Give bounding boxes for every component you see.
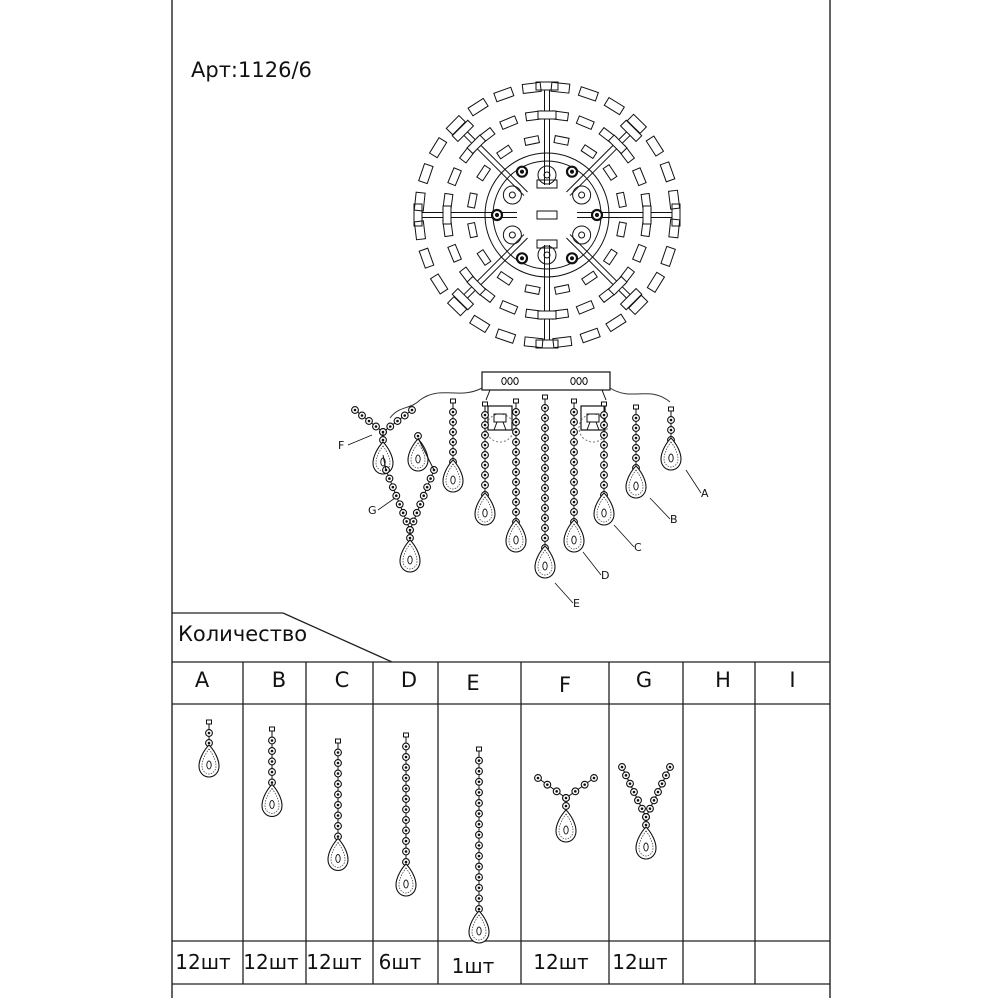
bead-icon <box>542 425 549 432</box>
top-view-plan <box>414 82 680 348</box>
bead-icon <box>571 449 578 456</box>
callout-label-g: G <box>368 504 377 517</box>
bead-icon <box>476 863 483 870</box>
crystal-holder <box>633 244 647 262</box>
bead-icon <box>544 781 551 788</box>
crystal-holder <box>525 285 540 295</box>
bead-icon <box>206 730 213 737</box>
hook-icon <box>602 402 607 406</box>
crystal-holder <box>661 246 675 266</box>
crystal-holder <box>617 192 627 207</box>
bead-icon <box>409 407 416 414</box>
bead-icon <box>659 780 666 787</box>
bead-icon <box>476 778 483 785</box>
hook-icon <box>207 720 212 724</box>
bead-icon <box>513 499 520 506</box>
crystal-holder <box>448 244 462 262</box>
crystal-drop-icon <box>199 745 219 777</box>
bead-icon <box>335 770 342 777</box>
table-pendant <box>396 733 416 896</box>
crystal-holder <box>578 87 598 101</box>
bead-icon <box>335 823 342 830</box>
crystal-holder <box>554 136 569 146</box>
bead-icon <box>403 518 410 525</box>
crystal-holder <box>660 162 675 182</box>
bead-icon <box>396 501 403 508</box>
bead-icon <box>571 429 578 436</box>
bead-icon <box>482 412 489 419</box>
bead-icon <box>513 409 520 416</box>
bead-icon <box>403 796 410 803</box>
table-pendant <box>262 727 282 817</box>
bead-icon <box>450 429 457 436</box>
crystal-drop-icon <box>556 810 576 842</box>
crystal-holder <box>430 138 447 158</box>
bead-icon <box>601 482 608 489</box>
crystal-holder <box>414 192 425 211</box>
crystal-holder <box>633 168 647 186</box>
table-pendant <box>328 739 348 871</box>
count-c: 12шт <box>306 950 362 974</box>
bead-icon <box>450 409 457 416</box>
bead-icon <box>476 853 483 860</box>
table-pendant <box>199 720 219 777</box>
bead-icon <box>571 459 578 466</box>
strand-a-strand <box>661 407 681 470</box>
bead-icon <box>413 509 420 516</box>
column-header-f: F <box>558 673 572 697</box>
bead-icon <box>482 442 489 449</box>
callout-label-f: F <box>338 439 345 452</box>
hook-icon <box>572 399 577 403</box>
crystal-drop-icon <box>400 540 420 572</box>
bead-icon <box>571 499 578 506</box>
bead-icon <box>401 412 408 419</box>
crystal-holder <box>430 274 447 294</box>
crystal-holder <box>419 248 434 268</box>
hook-icon <box>477 747 482 751</box>
quantity-title: Количество <box>178 622 308 646</box>
bead-icon <box>424 484 431 491</box>
strand-b-strand <box>626 405 646 498</box>
bead-icon <box>513 459 520 466</box>
crystal-holder <box>500 116 518 130</box>
crystal-drop-icon <box>636 827 656 859</box>
hook-icon <box>634 405 639 409</box>
crystal-holder <box>669 219 680 238</box>
crystal-holder <box>555 285 570 295</box>
bead-icon <box>542 505 549 512</box>
bead-icon <box>513 489 520 496</box>
column-header-c: C <box>334 668 350 692</box>
bead-icon <box>476 800 483 807</box>
bead-icon <box>269 769 276 776</box>
bead-icon <box>535 775 542 782</box>
bead-icon <box>482 472 489 479</box>
bead-icon <box>513 429 520 436</box>
crystal-holder <box>500 301 518 315</box>
bead-icon <box>553 788 560 795</box>
count-e: 1шт <box>451 954 495 978</box>
bead-icon <box>513 439 520 446</box>
bead-icon <box>571 509 578 516</box>
crystal-drop-icon <box>408 439 428 471</box>
bead-icon <box>335 791 342 798</box>
bead-icon <box>476 842 483 849</box>
crystal-holder <box>470 315 490 332</box>
bead-icon <box>591 775 598 782</box>
crystal-holder <box>603 165 617 181</box>
column-header-g: G <box>635 668 653 692</box>
crystal-drop-icon <box>506 520 526 552</box>
hook-icon <box>336 739 341 743</box>
bead-icon <box>482 452 489 459</box>
bead-icon <box>476 895 483 902</box>
bead-icon <box>633 425 640 432</box>
bead-icon <box>269 748 276 755</box>
bead-icon <box>403 785 410 792</box>
crystal-holder <box>604 98 624 115</box>
crystal-drop-icon <box>564 520 584 552</box>
strand-d-strand <box>535 395 555 578</box>
crystal-holder <box>496 329 516 343</box>
count-g: 12шт <box>612 950 668 974</box>
table-pendant-v <box>619 764 674 859</box>
bead-icon <box>668 427 675 434</box>
bead-icon <box>335 802 342 809</box>
callout-label-c: C <box>634 541 642 554</box>
bead-icon <box>389 484 396 491</box>
hook-icon <box>451 399 456 403</box>
bead-icon <box>623 772 630 779</box>
bead-icon <box>476 810 483 817</box>
bead-icon <box>335 749 342 756</box>
hook-icon <box>543 395 548 399</box>
count-f: 12шт <box>533 950 589 974</box>
bead-icon <box>601 452 608 459</box>
crystal-holder <box>524 337 543 348</box>
crystal-holder <box>468 98 488 115</box>
side-view-elevation <box>338 372 709 610</box>
bead-icon <box>542 535 549 542</box>
bead-icon <box>403 848 410 855</box>
bead-icon <box>651 797 658 804</box>
bead-icon <box>386 475 393 482</box>
crystal-drop-icon <box>328 839 348 871</box>
crystal-holder <box>647 272 664 292</box>
hook-icon <box>514 399 519 403</box>
bead-icon <box>542 515 549 522</box>
bead-icon <box>335 812 342 819</box>
bead-icon <box>571 469 578 476</box>
bead-icon <box>403 775 410 782</box>
bead-icon <box>571 489 578 496</box>
crystal-holder <box>494 87 514 102</box>
crystal-holder <box>468 193 478 208</box>
crystal-holder <box>606 314 626 331</box>
bead-icon <box>476 874 483 881</box>
bead-icon <box>410 518 417 525</box>
crystal-holder <box>581 145 597 159</box>
bead-icon <box>476 757 483 764</box>
hook-icon <box>483 402 488 406</box>
bead-icon <box>542 525 549 532</box>
hook-icon <box>669 407 674 411</box>
bead-icon <box>571 409 578 416</box>
bead-icon <box>513 479 520 486</box>
bead-icon <box>571 419 578 426</box>
bead-icon <box>513 449 520 456</box>
crystal-holder <box>576 301 594 315</box>
bead-icon <box>667 764 674 771</box>
crystal-holder <box>477 250 491 266</box>
crystal-holder <box>477 165 491 181</box>
bead-icon <box>335 781 342 788</box>
bead-icon <box>417 501 424 508</box>
column-header-a: A <box>194 668 210 692</box>
bead-icon <box>542 465 549 472</box>
table-pendant-v <box>535 775 598 842</box>
bead-icon <box>601 472 608 479</box>
bead-icon <box>663 772 670 779</box>
hook-icon <box>404 733 409 737</box>
bead-icon <box>482 432 489 439</box>
crystal-drop-icon <box>262 785 282 817</box>
bead-icon <box>633 445 640 452</box>
column-header-h: H <box>715 668 731 692</box>
crystal-holder <box>604 249 618 265</box>
bead-icon <box>420 492 427 499</box>
column-header-d: D <box>400 668 418 692</box>
crystal-drop-icon <box>469 911 489 943</box>
crystal-drop-icon <box>535 546 555 578</box>
crystal-drop-icon <box>626 466 646 498</box>
bead-icon <box>639 805 646 812</box>
bead-icon <box>627 780 634 787</box>
crystal-holder <box>448 168 462 186</box>
crystal-holder <box>553 337 572 348</box>
bead-icon <box>643 814 650 821</box>
bead-icon <box>542 485 549 492</box>
bead-icon <box>352 407 359 414</box>
callout-label-a: A <box>701 487 709 500</box>
bead-icon <box>647 805 654 812</box>
crystal-holder <box>576 116 594 130</box>
bead-icon <box>476 831 483 838</box>
crystal-holder <box>669 190 680 209</box>
crystal-drop-icon <box>396 864 416 896</box>
bead-icon <box>513 469 520 476</box>
bead-icon <box>601 422 608 429</box>
bead-icon <box>655 789 662 796</box>
bead-icon <box>359 412 366 419</box>
crystal-drop-icon <box>594 493 614 525</box>
column-header-b: B <box>271 668 287 692</box>
crystal-drop-icon <box>475 493 495 525</box>
strand-g <box>383 467 438 572</box>
bead-icon <box>601 462 608 469</box>
bead-icon <box>476 821 483 828</box>
bead-icon <box>387 423 394 430</box>
bead-icon <box>513 509 520 516</box>
crystal-holder <box>497 145 513 159</box>
crystal-holder <box>582 271 598 285</box>
bead-icon <box>403 806 410 813</box>
bead-icon <box>542 455 549 462</box>
bead-icon <box>601 432 608 439</box>
count-d: 6шт <box>378 950 422 974</box>
strand-f <box>352 407 416 474</box>
bead-icon <box>542 405 549 412</box>
bead-icon <box>633 435 640 442</box>
table-pendant <box>469 747 489 943</box>
bead-icon <box>668 417 675 424</box>
column-header-e: E <box>466 671 480 695</box>
bead-icon <box>513 419 520 426</box>
column-header-i: I <box>789 668 796 692</box>
bead-icon <box>403 754 410 761</box>
bead-icon <box>403 743 410 750</box>
bead-icon <box>269 758 276 765</box>
bead-icon <box>476 768 483 775</box>
bead-icon <box>269 737 276 744</box>
callout-label-e: E <box>573 597 580 610</box>
bead-icon <box>403 827 410 834</box>
bead-icon <box>450 449 457 456</box>
crystal-holder <box>497 272 513 286</box>
callout-label-d: D <box>601 569 610 582</box>
bead-icon <box>403 817 410 824</box>
bead-icon <box>476 884 483 891</box>
bead-icon <box>581 781 588 788</box>
bead-icon <box>403 764 410 771</box>
crystal-holder <box>522 82 541 93</box>
strand-strand <box>443 399 463 492</box>
crystal-holder <box>551 82 570 93</box>
crystal-holder <box>580 328 600 343</box>
bead-icon <box>394 418 401 425</box>
bead-icon <box>542 495 549 502</box>
bead-icon <box>366 418 373 425</box>
bead-icon <box>571 439 578 446</box>
bead-icon <box>601 412 608 419</box>
bead-icon <box>542 435 549 442</box>
crystal-holder <box>419 164 433 184</box>
crystal-holder <box>414 221 425 240</box>
bead-icon <box>335 760 342 767</box>
bead-icon <box>601 442 608 449</box>
crystal-holder <box>617 222 627 237</box>
bead-icon <box>450 419 457 426</box>
bead-icon <box>450 439 457 446</box>
bead-icon <box>571 479 578 486</box>
bead-icon <box>427 475 434 482</box>
bead-icon <box>635 797 642 804</box>
bead-icon <box>542 415 549 422</box>
bead-icon <box>542 445 549 452</box>
bead-icon <box>572 788 579 795</box>
hook-icon <box>270 727 275 731</box>
bead-icon <box>373 423 380 430</box>
bead-icon <box>393 492 400 499</box>
callout-label-b: B <box>670 513 678 526</box>
count-a: 12шт <box>175 950 231 974</box>
crystal-drop-icon <box>661 438 681 470</box>
crystal-holder <box>468 223 478 238</box>
bead-icon <box>403 838 410 845</box>
count-b: 12шт <box>243 950 299 974</box>
bead-icon <box>563 795 570 802</box>
bead-icon <box>631 789 638 796</box>
crystal-holder <box>524 136 539 146</box>
bead-icon <box>563 803 570 810</box>
bead-icon <box>482 462 489 469</box>
crystal-drop-icon <box>443 460 463 492</box>
bead-icon <box>476 789 483 796</box>
bead-icon <box>482 482 489 489</box>
bead-icon <box>400 509 407 516</box>
table-pendant-illustrations <box>199 720 673 943</box>
bead-icon <box>633 455 640 462</box>
bead-icon <box>619 764 626 771</box>
crystal-holder <box>646 136 663 156</box>
bead-icon <box>633 415 640 422</box>
bead-icon <box>482 422 489 429</box>
bead-icon <box>542 475 549 482</box>
article-number: Арт:1126/6 <box>191 58 312 82</box>
